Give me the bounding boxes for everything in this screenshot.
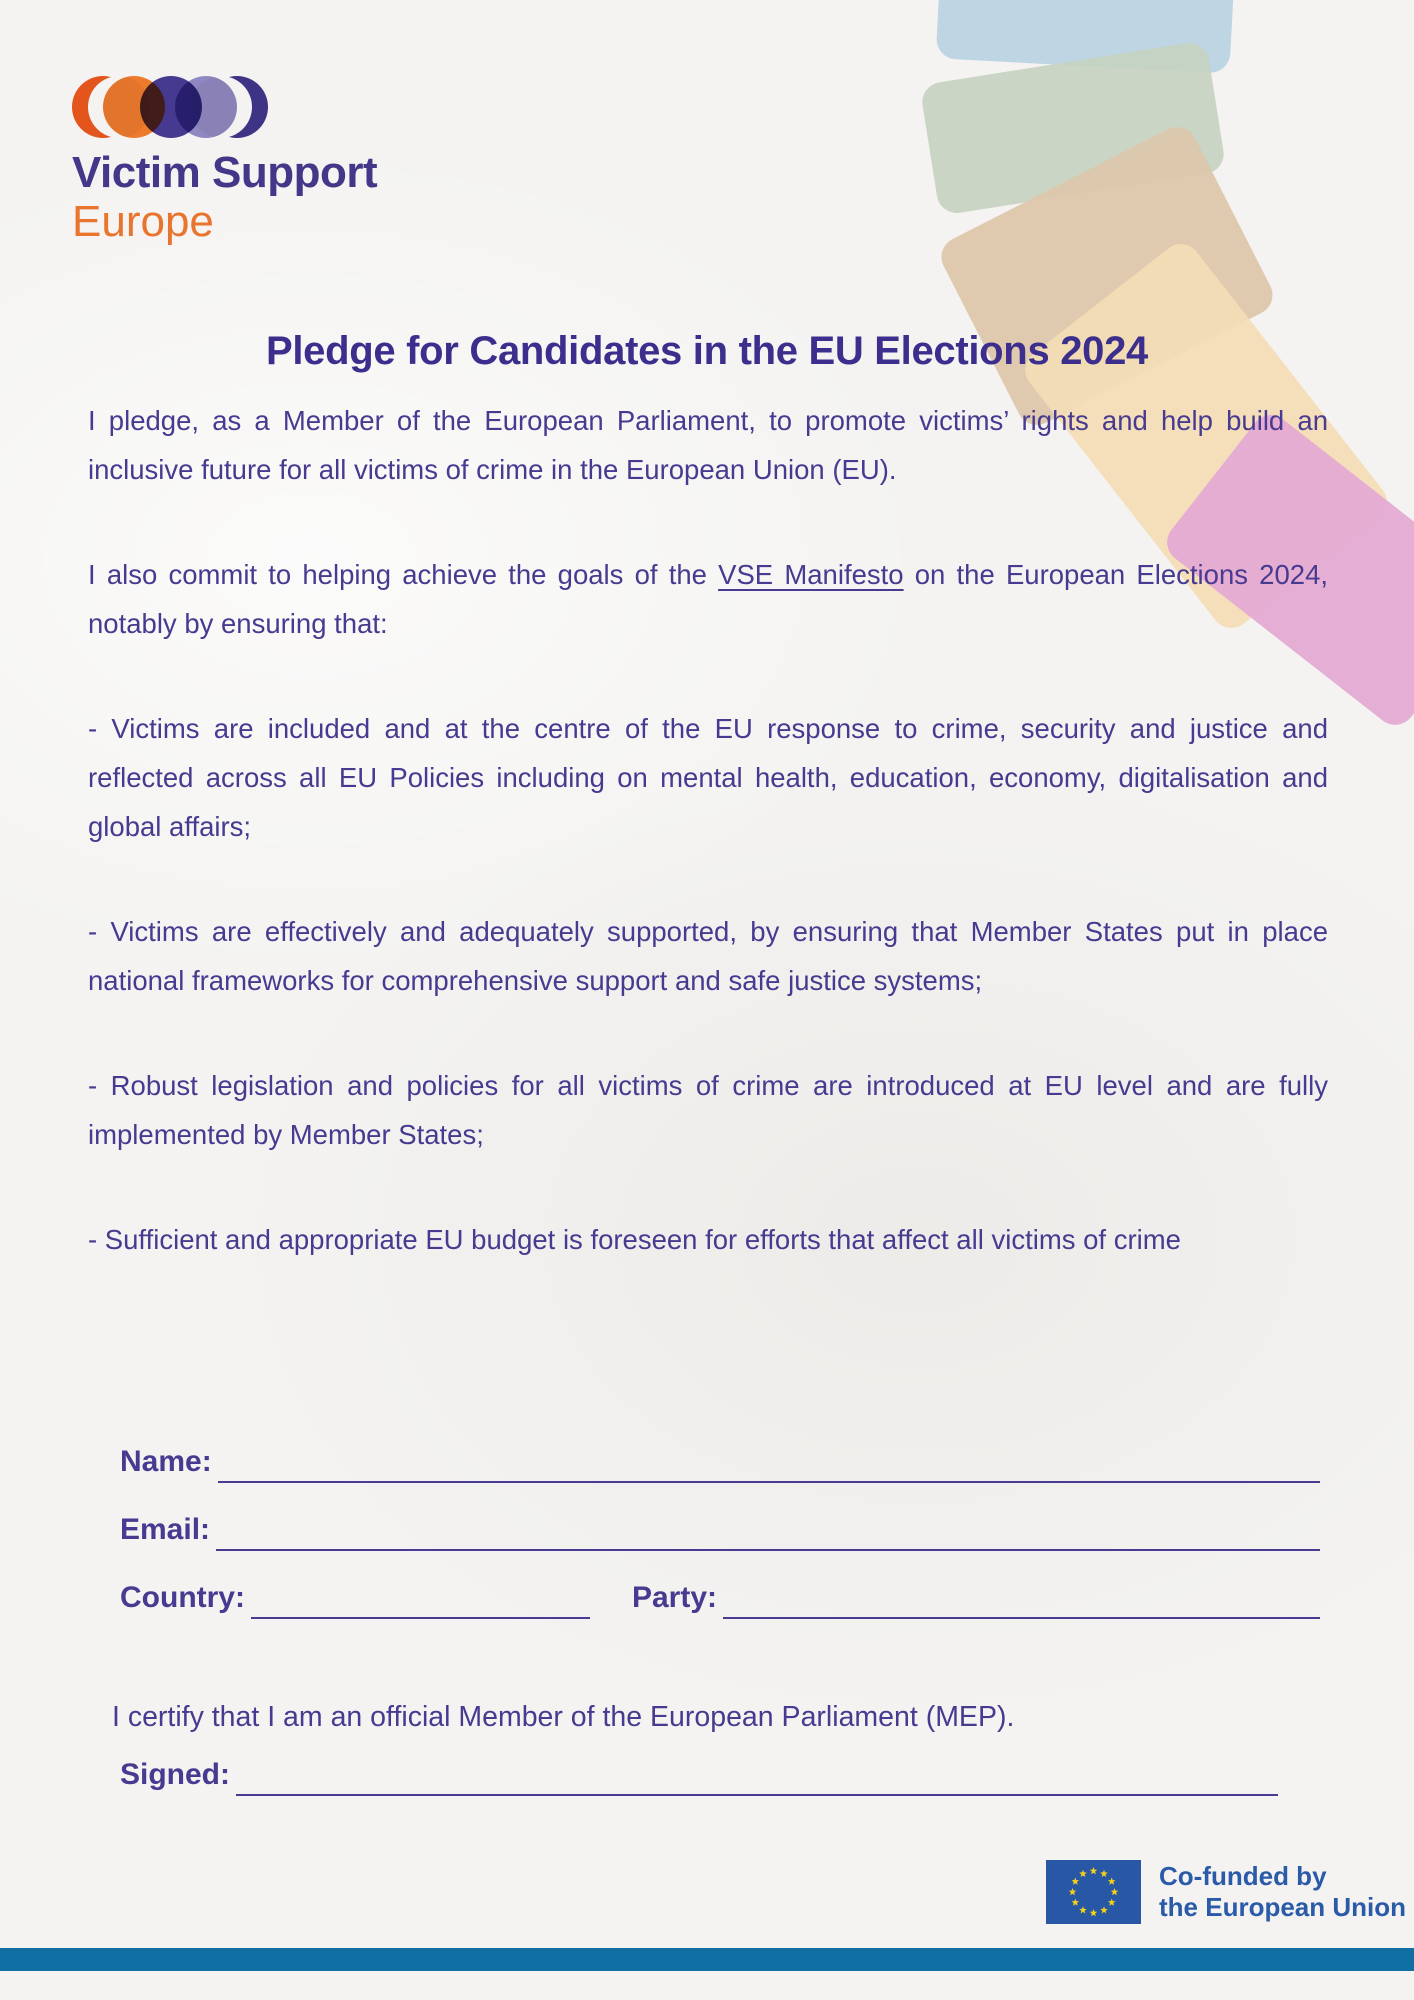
- signed-label: Signed:: [120, 1758, 230, 1791]
- eu-cofunded-line1: Co-funded by: [1159, 1861, 1327, 1891]
- email-label: Email:: [120, 1513, 211, 1546]
- eu-flag-icon: [1046, 1860, 1141, 1924]
- intro-paragraph: I pledge, as a Member of the European Parliament, to promote victims’ rights and help build an inclusive future for all victims of crime in the European Union (EU).: [88, 405, 1328, 485]
- commit-text-after: on the European Elections 2024, notably by ensuring that:: [88, 559, 1328, 639]
- logo-wordmark-line2: Europe: [72, 197, 214, 247]
- name-field-row: [120, 1443, 1320, 1483]
- party-label: Party:: [631, 1581, 718, 1614]
- bullet-victims-included: - Victims are included and at the centre of the EU response to crime, security and justice and reflected across all EU Policies including on mental health, education, economy, digitalisation and global affairs;: [88, 713, 1328, 842]
- logo-wordmark-line1: Victim Support: [72, 148, 378, 197]
- candidate-form: [120, 1443, 1320, 1619]
- vse-manifesto-link[interactable]: VSE Manifesto: [718, 559, 904, 590]
- email-field-row: [120, 1511, 1320, 1551]
- eu-cofunded-line2: the European Union: [1159, 1892, 1406, 1922]
- vse-logo-mark: [72, 75, 268, 139]
- name-input[interactable]: [218, 1443, 1320, 1483]
- certify-statement: I certify that I am an official Member of the European Parliament (MEP).: [112, 1700, 1015, 1733]
- signed-input[interactable]: [236, 1756, 1278, 1796]
- country-input[interactable]: [251, 1579, 590, 1619]
- page-title: Pledge for Candidates in the EU Elections 2024: [265, 328, 1148, 373]
- bottom-accent-bar: [0, 1948, 1414, 1971]
- signed-field-row: [120, 1756, 1278, 1796]
- commit-text-before: I also commit to helping achieve the goals of the: [88, 559, 719, 590]
- eu-cofunded-block: [1046, 1860, 1406, 1924]
- email-input[interactable]: [216, 1511, 1320, 1551]
- country-label: Country:: [120, 1581, 245, 1614]
- name-label: Name:: [120, 1445, 212, 1478]
- pledge-body: [88, 396, 1328, 1320]
- bullet-victims-supported: - Victims are effectively and adequately supported, by ensuring that Member States put in place national frameworks for comprehensive support and safe justice systems;: [88, 916, 1328, 996]
- bullet-robust-legislation: - Robust legislation and policies for all victims of crime are introduced at EU level and are fully implemented by Member States;: [88, 1070, 1328, 1150]
- party-input[interactable]: [723, 1579, 1320, 1619]
- bullet-eu-budget: - Sufficient and appropriate EU budget is foreseen for efforts that affect all victims of crime: [88, 1224, 1181, 1255]
- eu-cofunded-text: [1159, 1861, 1406, 1923]
- commit-paragraph: [88, 550, 1328, 648]
- country-party-field-row: [120, 1579, 1320, 1619]
- vse-logo: [72, 75, 377, 247]
